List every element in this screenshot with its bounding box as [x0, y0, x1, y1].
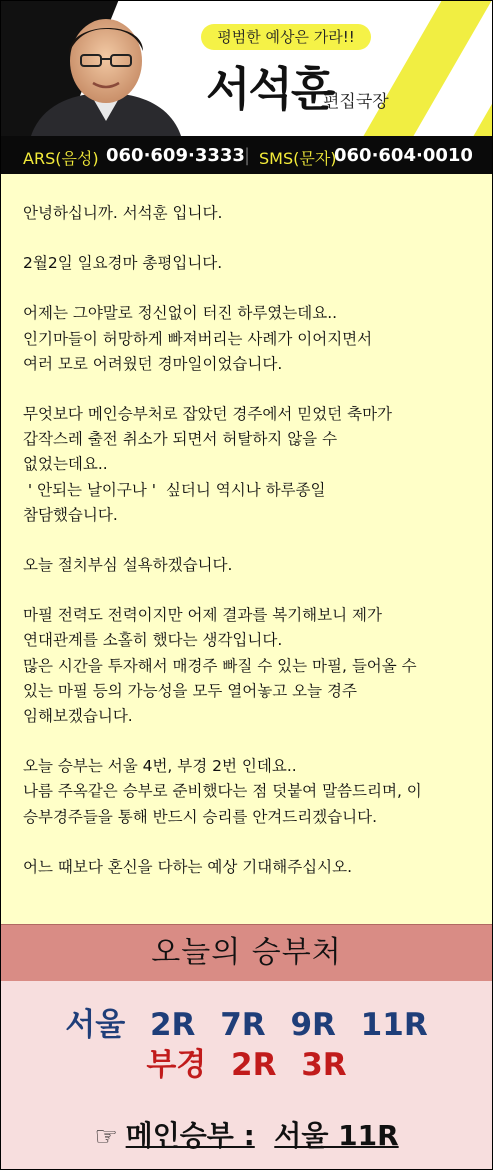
letter-line: 임해보겠습니다.: [23, 707, 133, 726]
contact-bar: [1, 136, 492, 174]
letter-line: 많은 시간을 투자해서 매경주 빠질 수 있는 마필, 들어올 수: [23, 656, 417, 675]
letter-gap: [23, 276, 483, 301]
slogan-badge: 평범한 예상은 가라!!: [201, 24, 371, 50]
letter-body: [23, 201, 483, 880]
main-pick: [1, 1114, 492, 1154]
letter-line: 인기마들이 허망하게 빠져버리는 사례가 이어지면서: [23, 329, 373, 348]
letter-line: 안녕하십니까. 서석훈 입니다.: [23, 204, 223, 222]
letter-line: 2월2일 일요경마 총평입니다.: [23, 254, 223, 273]
letter-line: 승부경주들을 통해 반드시 승리를 안겨드리겠습니다.: [23, 807, 378, 826]
author-photo: [11, 11, 201, 136]
letter-line: 연대관계를 소홀히 했다는 생각입니다.: [23, 631, 283, 650]
letter-line: 어제는 그야말로 정신없이 터진 하루였는데요..: [23, 304, 338, 323]
section-title: 오늘의 승부처: [1, 924, 492, 982]
busan-picks: 부경 2R 3R: [146, 1047, 347, 1083]
letter-line: 참담했습니다.: [23, 505, 118, 524]
letter-line: 마필 전력도 전력이지만 어제 결과를 복기해보니 제가: [23, 606, 382, 625]
main-pick-value: 서울 11R: [274, 1119, 399, 1152]
letter-line: ' 안되는 날이구나 ' 싶더니 역시나 하루종일: [23, 480, 326, 499]
sms-number[interactable]: 060·604·0010: [334, 145, 473, 166]
author-name: 서석훈: [206, 62, 334, 116]
letter-line: 나름 주옥같은 승부로 준비했다는 점 덧붙여 말씀드리며, 이: [23, 782, 422, 801]
letter-gap: [23, 830, 483, 855]
letter-gap: [23, 528, 483, 553]
author-role: 편집국장: [323, 92, 389, 112]
letter-gap: [23, 578, 483, 603]
letter-gap: [23, 729, 483, 754]
header-banner: [1, 1, 492, 136]
letter-line: 오늘 절치부심 설욕하겠습니다.: [23, 556, 233, 575]
contact-separator: |: [244, 145, 251, 166]
letter-gap: [23, 377, 483, 402]
letter-line: 무엇보다 메인승부처로 잡았던 경주에서 믿었던 축마가: [23, 405, 393, 424]
ars-number[interactable]: 060·609·3333: [106, 145, 245, 166]
letter-line: 갑작스레 출전 취소가 되면서 허탈하지 않을 수: [23, 430, 338, 449]
sms-label: SMS(문자): [259, 149, 337, 168]
main-pick-label: 메인승부 :: [125, 1119, 255, 1152]
letter-line: 없었는데요..: [23, 455, 108, 474]
picks-panel: [1, 981, 492, 1170]
letter-line: 오늘 승부는 서울 4번, 부경 2번 인데요..: [23, 757, 297, 776]
letter-line: 어느 때보다 혼신을 다하는 예상 기대해주십시오.: [23, 857, 353, 876]
ars-label: ARS(음성): [23, 149, 99, 168]
letter-line: 있는 마필 등의 가능성을 모두 열어놓고 오늘 경주: [23, 681, 357, 700]
letter-gap: [23, 226, 483, 251]
seoul-picks: 서울 2R 7R 9R 11R: [65, 1007, 428, 1043]
pointing-hand-icon: ☞: [94, 1122, 118, 1152]
letter-line: 여러 모로 어려웠던 경마일이었습니다.: [23, 354, 283, 373]
